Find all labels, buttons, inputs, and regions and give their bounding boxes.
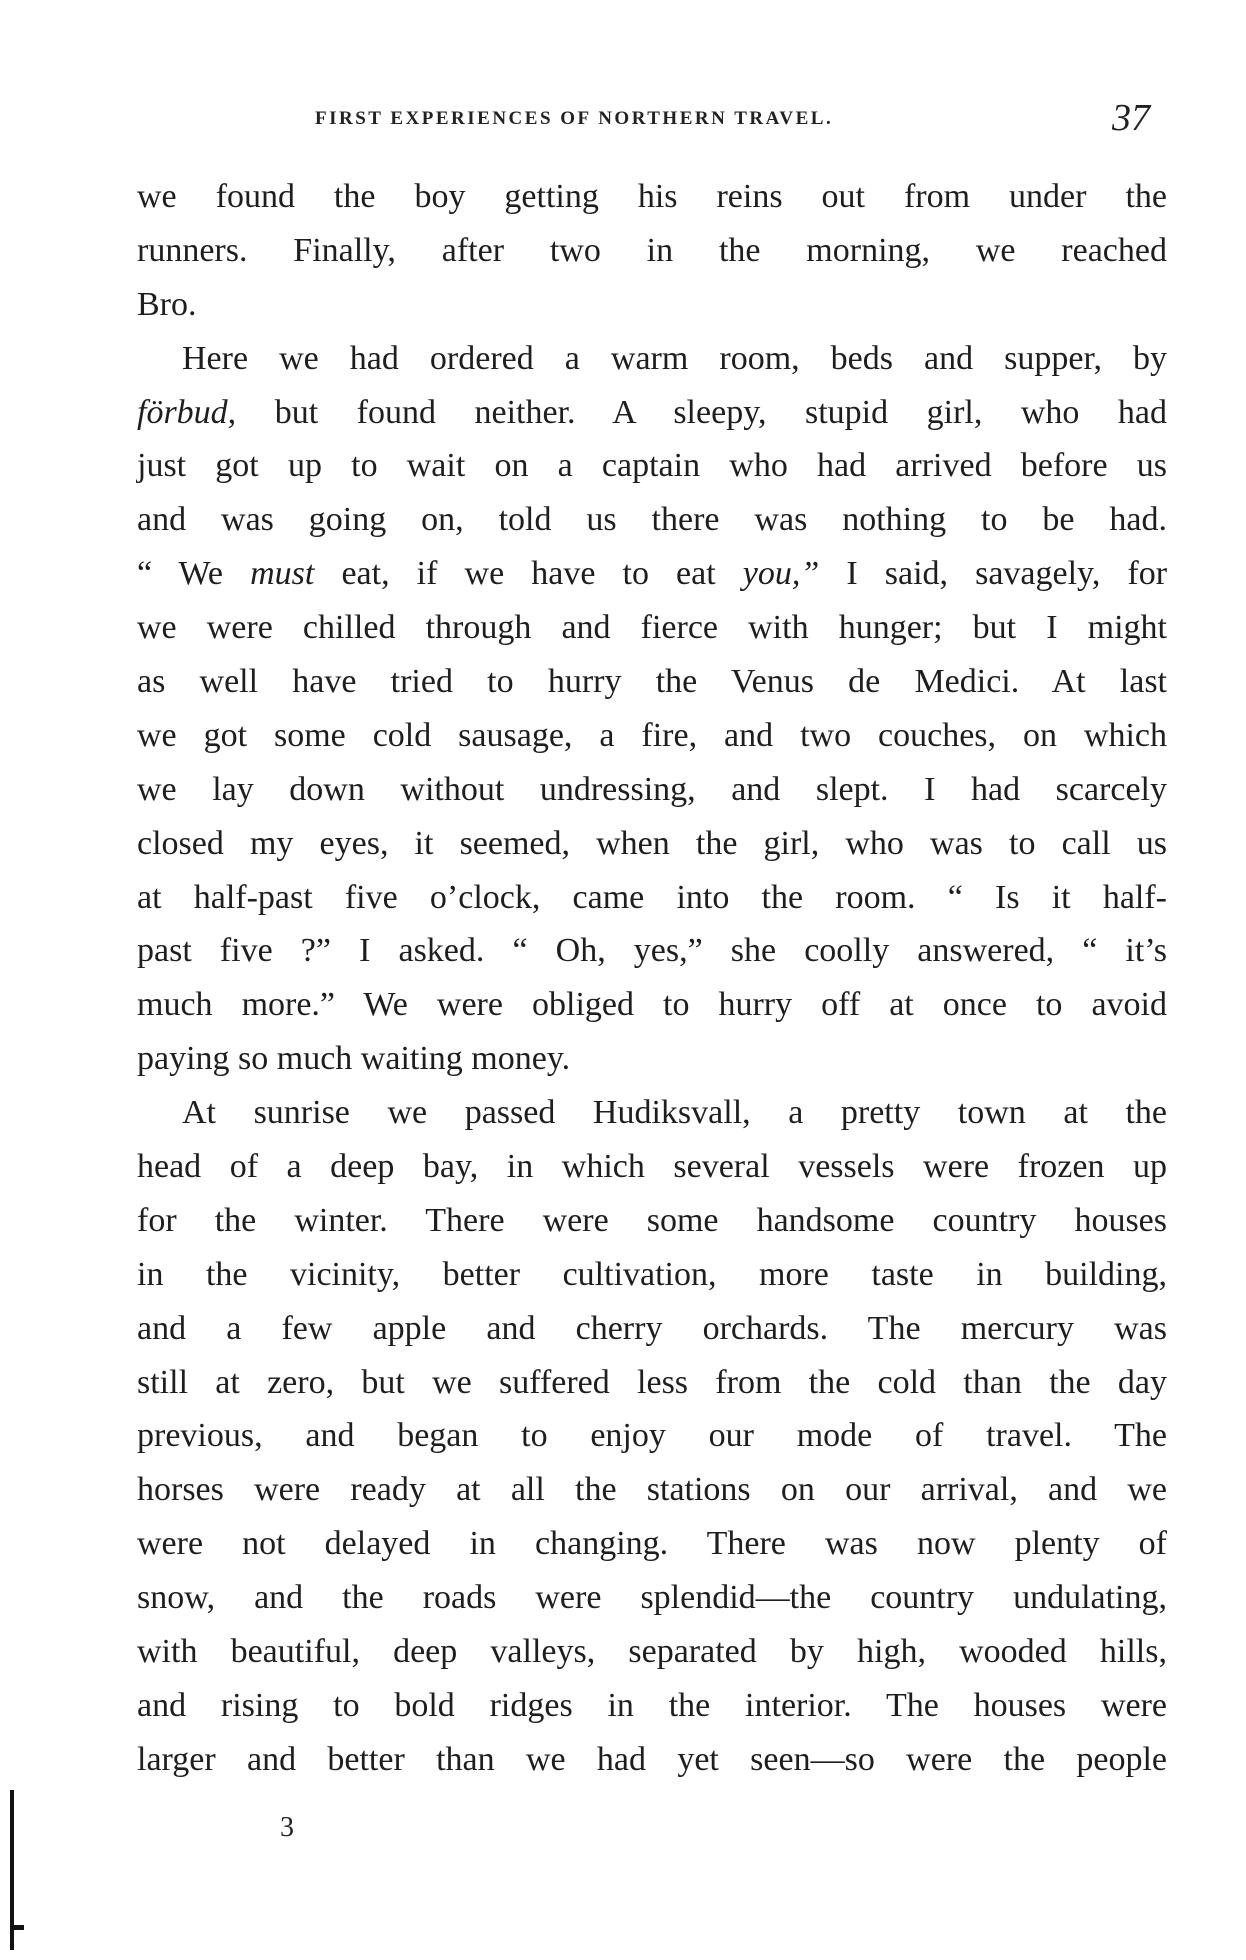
text-line: horses were ready at all the stations on our arrival, and we bbox=[137, 1471, 1167, 1509]
text-fragment: I said, savagely, for bbox=[846, 555, 1168, 593]
text-line: and rising to bold ridges in the interior. The houses were bbox=[137, 1686, 1167, 1724]
italic-word-forbud: förbud, bbox=[137, 393, 237, 431]
text-line: at half-past five o’clock, came into the room. “ Is it half- bbox=[137, 878, 1167, 916]
text-line: Here we had ordered a warm room, beds and supper, by bbox=[182, 339, 1167, 377]
text-line: larger and better than we had yet seen—so were the people bbox=[137, 1740, 1167, 1778]
text-fragment: “ We bbox=[137, 555, 224, 593]
text-line: in the vicinity, better cultivation, more taste in building, bbox=[137, 1255, 1167, 1293]
text-line: At sunrise we passed Hudiksvall, a pretty town at the bbox=[182, 1094, 1167, 1132]
text-fragment: eat, if we have to eat bbox=[341, 555, 716, 593]
text-line bbox=[137, 386, 1167, 440]
text-line: for the winter. There were some handsome country houses bbox=[137, 1201, 1167, 1239]
text-line: much more.” We were obliged to hurry off at once to avoid bbox=[137, 986, 1167, 1024]
text-line: still at zero, but we suffered less from the cold than the day bbox=[137, 1363, 1167, 1401]
text-fragment: but found neither. A sleepy, stupid girl, who had bbox=[274, 393, 1167, 431]
running-header bbox=[0, 97, 1246, 142]
text-line: paying so much waiting money. bbox=[137, 1040, 571, 1078]
text-line: we got some cold sausage, a fire, and two couches, on which bbox=[137, 716, 1167, 754]
text-line: head of a deep bay, in which several vessels were frozen up bbox=[137, 1148, 1167, 1186]
margin-tick bbox=[10, 1925, 24, 1930]
text-line: as well have tried to hurry the Venus de Medici. At last bbox=[137, 663, 1167, 701]
text-line: and was going on, told us there was nothing to be had. bbox=[137, 501, 1167, 539]
text-line: snow, and the roads were splendid—the country undulating, bbox=[137, 1579, 1167, 1617]
text-line: we found the boy getting his reins out from under the bbox=[137, 178, 1167, 215]
text-line: previous, and began to enjoy our mode of travel. The bbox=[137, 1417, 1167, 1455]
text-line: we were chilled through and fierce with hunger; but I might bbox=[137, 609, 1167, 647]
text-line: were not delayed in changing. There was now plenty of bbox=[137, 1525, 1167, 1563]
text-line bbox=[137, 547, 1167, 601]
page-number: 37 bbox=[1112, 97, 1150, 139]
text-line: past five ?” I asked. “ Oh, yes,” she coolly answered, “ it’s bbox=[137, 932, 1167, 970]
text-line: Bro. bbox=[137, 285, 197, 323]
text-line: just got up to wait on a captain who had arrived before us bbox=[137, 447, 1167, 485]
body-text bbox=[137, 170, 1167, 1787]
text-line: we lay down without undressing, and slept. I had scarcely bbox=[137, 770, 1167, 808]
italic-word-you: you,” bbox=[742, 555, 820, 593]
text-line: runners. Finally, after two in the morning, we reached bbox=[137, 231, 1167, 269]
signature-mark: 3 bbox=[280, 1812, 294, 1843]
text-line: closed my eyes, it seemed, when the girl, who was to call us bbox=[137, 824, 1167, 862]
text-line: and a few apple and cherry orchards. The mercury was bbox=[137, 1309, 1167, 1347]
text-line: with beautiful, deep valleys, separated by high, wooded hills, bbox=[137, 1633, 1167, 1671]
running-title: FIRST EXPERIENCES OF NORTHERN TRAVEL. bbox=[315, 108, 834, 129]
italic-word-must: must bbox=[250, 555, 315, 593]
